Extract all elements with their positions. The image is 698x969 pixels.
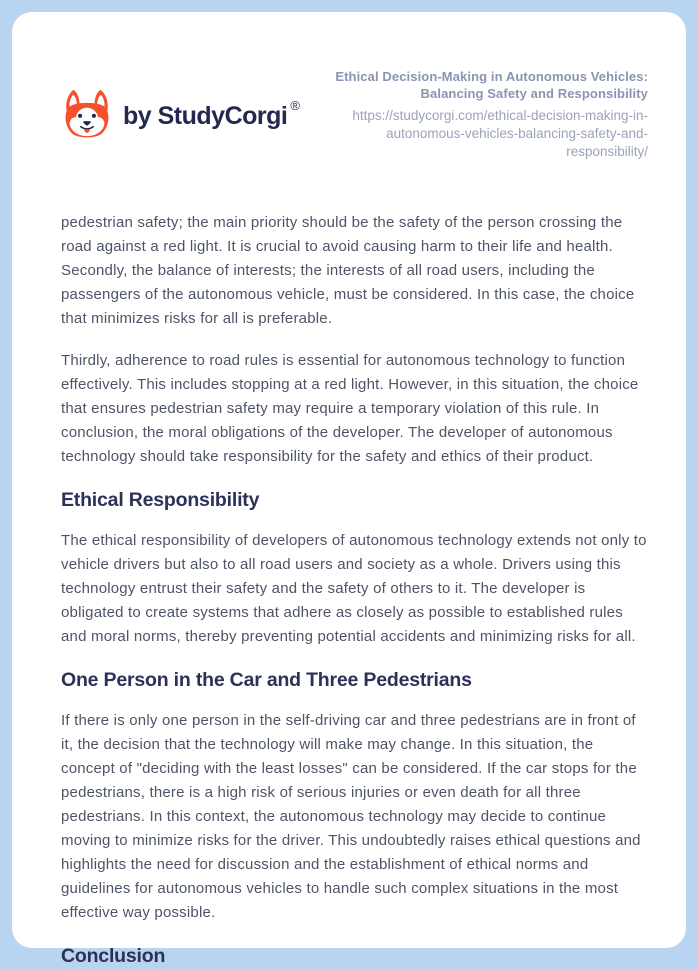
section-heading-one-person: One Person in the Car and Three Pedestrians xyxy=(61,669,472,691)
article-body xyxy=(61,211,648,969)
brand-label-text: by StudyCorgi xyxy=(123,102,288,130)
document-header xyxy=(61,68,648,161)
section-heading-ethical-responsibility: Ethical Responsibility xyxy=(61,489,260,511)
article-paragraph: If there is only one person in the self-driving car and three pedestrians are in front of it, the decision that the technology will make may change. In this situation, the concept of "deciding with the least losses" can be considered. If the car stops for the pedestrians, there is a high risk of serious injuries or even death for all three pedestrians. In this context, the autonomous technology may decide to continue moving to minimize risks for the driver. This undoubtedly raises ethical questions and highlights the need for discussion and the establishment of ethical norms and guidelines for autonomous vehicles to handle such complex situations in the most effective way possible. xyxy=(61,712,641,921)
document-url-link[interactable]: https://studycorgi.com/ethical-decision-making-in-autonomous-vehicles-balancing-safety-and-responsibility/ xyxy=(352,108,648,159)
corgi-logo-icon xyxy=(61,86,113,144)
document-title-block xyxy=(316,68,648,161)
document-title: Ethical Decision-Making in Autonomous Vehicles: Balancing Safety and Responsibility xyxy=(335,69,648,101)
article-paragraph: The ethical responsibility of developers of autonomous technology extends not only to vehicle drivers but also to all road users and society as a whole. Drivers using this technology entrust their safety and the safety of others to it. The developer is obligated to create systems that adhere as closely as possible to established rules and moral norms, thereby preventing potential accidents and minimizing risks for all. xyxy=(61,532,647,645)
brand-label xyxy=(123,98,299,131)
document-card xyxy=(12,12,686,967)
studycorgi-logo[interactable] xyxy=(61,86,299,144)
article-paragraph: Thirdly, adherence to road rules is essential for autonomous technology to function effectively. This includes stopping at a red light. However, in this situation, the choice that ensures pedestrian safety may require a temporary violation of this rule. In conclusion, the moral obligations of the developer. The developer of autonomous technology should take responsibility for the safety and ethics of their product. xyxy=(61,352,639,465)
section-heading-conclusion: Conclusion xyxy=(61,945,166,967)
article-paragraph: pedestrian safety; the main priority should be the safety of the person crossing the road against a red light. It is crucial to avoid causing harm to their life and health. Secondly, the balance of interests; the interests of all road users, including the passengers of the autonomous vehicle, must be considered. In this case, the choice that minimizes risks for all is preferable. xyxy=(61,214,635,327)
registered-mark: ® xyxy=(290,98,300,113)
